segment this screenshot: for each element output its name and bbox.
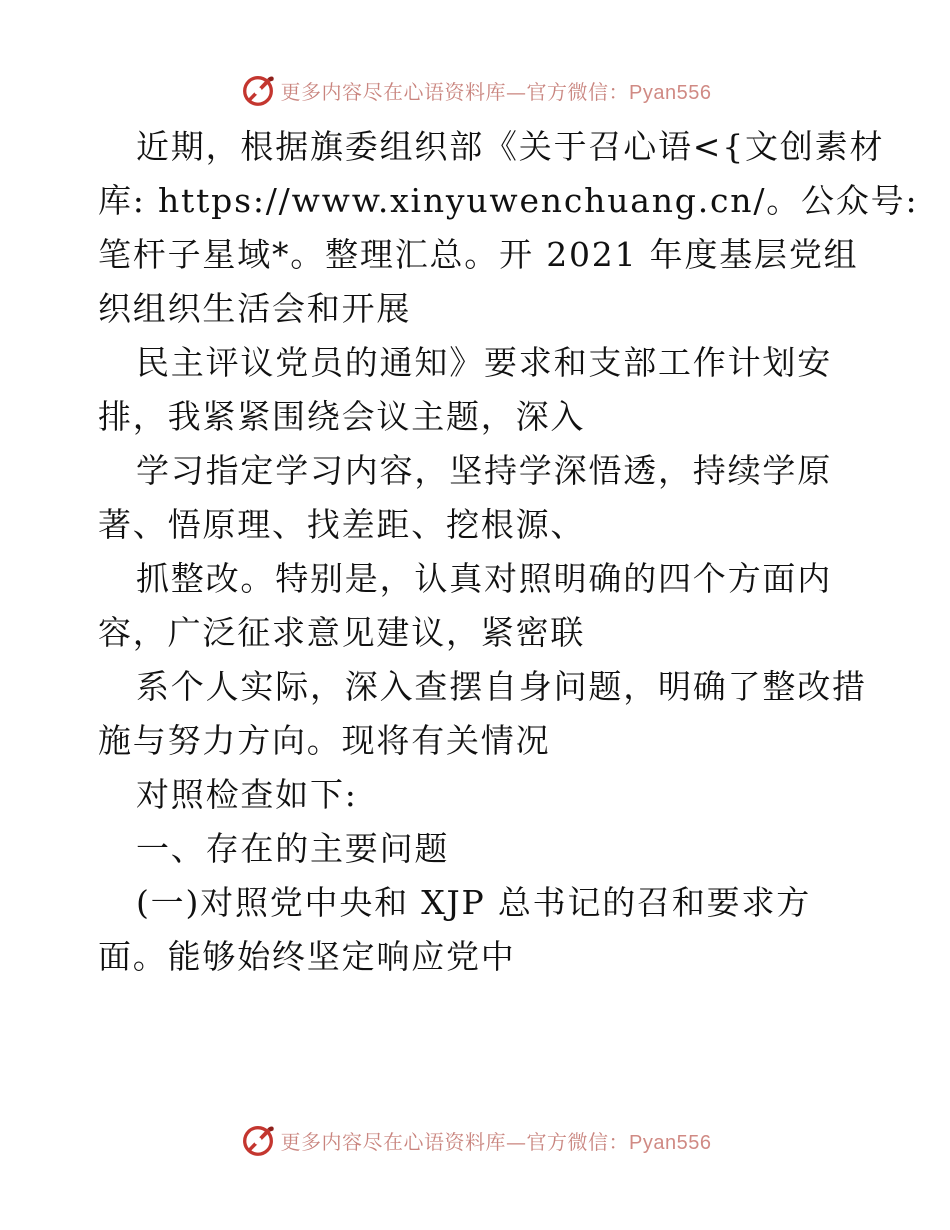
watermark-prefix: 更多内容尽在心语资料库—官方微信： [280, 79, 630, 104]
text-line: 织组织生活会和开展 [98, 289, 412, 328]
text-line: 著、悟原理、找差距、挖根源、 [98, 505, 586, 544]
text-line: 容，广泛征求意见建议，紧密联 [98, 613, 586, 652]
text-line: 学习指定学习内容，坚持学深悟透，持续学原 [136, 451, 832, 490]
watermark-prefix: 更多内容尽在心语资料库—官方微信： [280, 1129, 630, 1154]
text-line: (一)对照党中央和 XJP 总书记的召和要求方 [136, 883, 812, 922]
watermark-wechat-id: Pyan556 [629, 81, 712, 104]
text-line: 库: https://www.xinyuwenchuang.cn/。公众号: [98, 181, 919, 220]
text-line: 一、存在的主要问题 [136, 829, 450, 868]
text-line: 笔杆子星域*。整理汇总。开 2021 年度基层党组 [98, 235, 859, 274]
watermark-wechat-id: Pyan556 [629, 1131, 712, 1154]
watermark-text [281, 76, 712, 105]
text-line: 排，我紧紧围绕会议主题，深入 [98, 397, 586, 436]
quill-logo-icon [239, 71, 277, 109]
header-watermark [0, 70, 950, 110]
document-body [98, 120, 919, 984]
text-line: 面。能够始终坚定响应党中 [98, 937, 516, 976]
text-line: 抓整改。特别是，认真对照明确的四个方面内 [136, 559, 832, 598]
text-line: 民主评议党员的通知》要求和支部工作计划安 [136, 343, 832, 382]
watermark-text [281, 1126, 712, 1155]
text-line: 系个人实际，深入查摆自身问题，明确了整改措 [136, 667, 867, 706]
quill-logo-icon [239, 1121, 277, 1159]
text-line: 近期，根据旗委组织部《关于召心语<{文创素材 [136, 127, 885, 166]
text-line: 对照检查如下: [136, 775, 358, 814]
footer-watermark [0, 1120, 950, 1160]
text-line: 施与努力方向。现将有关情况 [98, 721, 551, 760]
